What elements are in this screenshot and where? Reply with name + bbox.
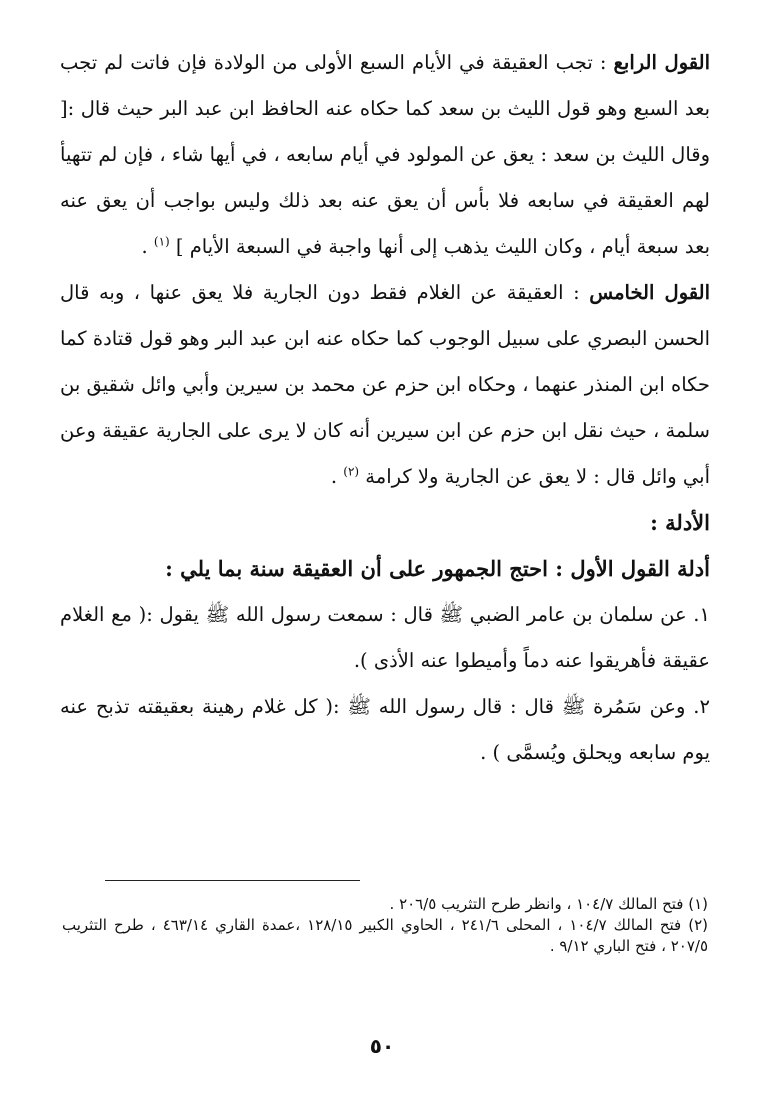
first-opinion-heading: أدلة القول الأول : احتج الجمهور على أن العقيقة سنة بما يلي : xyxy=(165,556,710,581)
opinion-5-label: القول الخامس xyxy=(589,281,710,304)
opinion-5-paragraph xyxy=(60,270,710,500)
hadith-2: ٢. وعن سَمُرة ﷺ قال : قال رسول الله ﷺ :( كل غلام رهينة بعقيقته تذبح عنه يوم سابعه ويحلق ويُسمَّى ) . xyxy=(60,695,710,764)
footnotes xyxy=(62,894,708,957)
opinion-5-end: . xyxy=(330,465,338,488)
evidence-heading: الأدلة : xyxy=(650,510,710,535)
footnote-ref-2: (٢) xyxy=(343,464,360,479)
footnote-divider xyxy=(105,880,360,881)
opinion-4-end: . xyxy=(141,235,148,258)
footnote-ref-1: (١) xyxy=(153,234,170,249)
opinion-4-label: القول الرابع xyxy=(613,51,710,74)
page-body xyxy=(60,40,710,776)
page-number: ٥٠ xyxy=(369,1034,395,1058)
footnote-1: (١) فتح المالك ١٠٤/٧ ، وانظر طرح التثريب ٢٠٦/٥ . xyxy=(389,895,708,913)
opinion-4-paragraph xyxy=(60,40,710,270)
hadith-1: ١. عن سلمان بن عامر الضبي ﷺ قال : سمعت رسول الله ﷺ يقول :( مع الغلام عقيقة فأهريقوا عنه دماً وأميطوا عنه الأذى ). xyxy=(60,603,710,672)
opinion-5-text: : العقيقة عن الغلام فقط دون الجارية فلا يعق عنها ، وبه قال الحسن البصري على سبيل الوجوب كما حكاه عنه ابن عبد البر وهو قول قتادة كما حكاه ابن المنذر عنهما ، وحكاه ابن حزم عن محمد بن سيرين وأبي وائل شقيق بن سلمة ، حيث نقل ابن حزم عن ابن سيرين أنه كان لا يرى على الجارية عقيقة وعن أبي وائل قال : لا يعق عن الجارية ولا كرامة xyxy=(60,281,710,488)
opinion-4-text: : تجب العقيقة في الأيام السبع الأولى من الولادة فإن فاتت لم تجب بعد السبع وهو قول الليث بن سعد كما حكاه عنه الحافظ ابن عبد البر حيث قال :[ وقال الليث بن سعد : يعق عن المولود في أيام سابعه ، في أيها شاء ، فإن لم تتهيأ لهم العقيقة في سابعه فلا بأس أن يعق عنه بعد ذلك وليس بواجب أن يعق عنه بعد سبعة أيام ، وكان الليث يذهب إلى أنها واجبة في السبعة الأيام ] xyxy=(60,51,710,258)
footnote-2: (٢) فتح المالك ١٠٤/٧ ، المحلى ٢٤١/٦ ، الحاوي الكبير ١٢٨/١٥ ،عمدة القاري ٤٦٣/١٤ ، طرح التثريب ٢٠٧/٥ ، فتح الباري ٩/١٢ . xyxy=(62,916,708,955)
